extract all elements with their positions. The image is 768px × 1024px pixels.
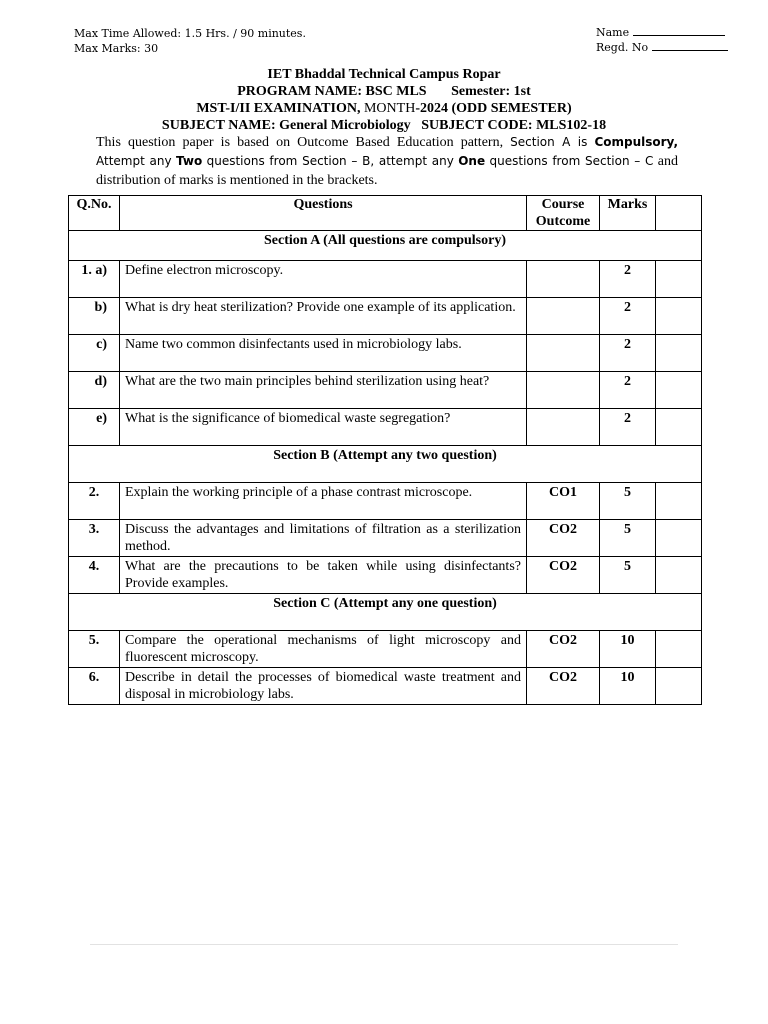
name-blank xyxy=(633,25,725,36)
instr-text: Section A is xyxy=(510,135,588,149)
student-fields xyxy=(596,25,728,55)
instr-text: questions from Section – C xyxy=(489,154,654,168)
section-b-title: Section B (Attempt any two question) xyxy=(69,446,702,483)
marks: 2 xyxy=(600,298,656,335)
empty-cell xyxy=(656,520,702,557)
marks: 2 xyxy=(600,409,656,446)
exam-session: -2024 (ODD SEMESTER) xyxy=(415,101,572,116)
exam-name: MST-I/II EXAMINATION, xyxy=(196,101,361,116)
section-row xyxy=(69,594,702,631)
course-outcome xyxy=(527,261,600,298)
instr-emphasis: One xyxy=(458,154,486,168)
marks: 10 xyxy=(600,668,656,705)
subject-name: SUBJECT NAME: General Microbiology xyxy=(161,118,411,133)
marks: 5 xyxy=(600,483,656,520)
max-time: Max Time Allowed: 1.5 Hrs. / 90 minutes. xyxy=(74,27,306,40)
question-table xyxy=(68,195,702,705)
empty-cell xyxy=(656,372,702,409)
section-row xyxy=(69,446,702,483)
course-outcome: CO2 xyxy=(527,631,600,668)
table-row xyxy=(69,631,702,668)
table-row xyxy=(69,557,702,594)
subject-code: SUBJECT CODE: MLS102-18 xyxy=(421,118,607,133)
qno: c) xyxy=(69,335,120,372)
qno: 3. xyxy=(69,520,120,557)
qno: 2. xyxy=(69,483,120,520)
question: What are the precautions to be taken while using disinfectants? Provide examples. xyxy=(120,557,527,594)
table-row xyxy=(69,298,702,335)
marks: 2 xyxy=(600,372,656,409)
course-outcome: CO1 xyxy=(527,483,600,520)
course-outcome xyxy=(527,372,600,409)
instr-text: questions from Section – B, attempt any xyxy=(206,154,454,168)
question: Describe in detail the processes of biomedical waste treatment and disposal in microbiology labs. xyxy=(120,668,527,705)
semester: Semester: 1st xyxy=(451,84,531,99)
empty-cell xyxy=(656,335,702,372)
course-outcome: CO2 xyxy=(527,557,600,594)
question: What is dry heat sterilization? Provide one example of its application. xyxy=(120,298,527,335)
empty-cell xyxy=(656,557,702,594)
table-row xyxy=(69,261,702,298)
qno: 6. xyxy=(69,668,120,705)
instr-emphasis: Compulsory, xyxy=(594,135,679,149)
footer-divider xyxy=(90,944,678,945)
marks: 2 xyxy=(600,335,656,372)
question: Define electron microscopy. xyxy=(120,261,527,298)
header-questions: Questions xyxy=(120,196,527,231)
paper-header xyxy=(68,66,700,134)
table-row xyxy=(69,335,702,372)
table-row xyxy=(69,409,702,446)
instr-emphasis: Two xyxy=(176,154,203,168)
empty-cell xyxy=(656,261,702,298)
marks: 10 xyxy=(600,631,656,668)
marks: 5 xyxy=(600,557,656,594)
instr-text: This question paper is based on Outcome Based Education pattern, xyxy=(96,135,504,150)
qno: 5. xyxy=(69,631,120,668)
question: What are the two main principles behind sterilization using heat? xyxy=(120,372,527,409)
course-outcome xyxy=(527,335,600,372)
instr-text: Attempt any xyxy=(96,154,172,168)
table-row xyxy=(69,483,702,520)
course-outcome xyxy=(527,298,600,335)
table-header-row xyxy=(69,196,702,231)
table-row xyxy=(69,520,702,557)
header-empty xyxy=(656,196,702,231)
qno: b) xyxy=(69,298,120,335)
name-field xyxy=(596,25,728,40)
question: What is the significance of biomedical waste segregation? xyxy=(120,409,527,446)
regd-blank xyxy=(652,40,728,51)
exam-line xyxy=(68,100,700,117)
question: Name two common disinfectants used in microbiology labs. xyxy=(120,335,527,372)
empty-cell xyxy=(656,631,702,668)
marks: 2 xyxy=(600,261,656,298)
empty-cell xyxy=(656,483,702,520)
course-outcome: CO2 xyxy=(527,668,600,705)
header-marks: Marks xyxy=(600,196,656,231)
exam-meta xyxy=(74,26,306,56)
section-a-title: Section A (All questions are compulsory) xyxy=(69,231,702,261)
program-name: PROGRAM NAME: BSC MLS xyxy=(237,84,427,99)
table-row xyxy=(69,372,702,409)
header-qno: Q.No. xyxy=(69,196,120,231)
instructions xyxy=(96,133,678,190)
qno: e) xyxy=(69,409,120,446)
max-marks: Max Marks: 30 xyxy=(74,42,159,55)
instr-text: and distribution of marks is mentioned in the brackets. xyxy=(96,154,679,188)
qno: 4. xyxy=(69,557,120,594)
regd-label: Regd. No xyxy=(596,41,649,54)
institute-name: IET Bhaddal Technical Campus Ropar xyxy=(267,67,501,82)
exam-month: MONTH xyxy=(363,101,416,116)
regd-field xyxy=(596,40,728,55)
empty-cell xyxy=(656,668,702,705)
table-row xyxy=(69,668,702,705)
empty-cell xyxy=(656,298,702,335)
question: Compare the operational mechanisms of light microscopy and fluorescent microscopy. xyxy=(120,631,527,668)
program-line xyxy=(68,83,700,100)
header-course-outcome: Course Outcome xyxy=(527,196,600,231)
section-row xyxy=(69,231,702,261)
qno: 1. a) xyxy=(69,261,120,298)
subject-line xyxy=(68,117,700,134)
course-outcome xyxy=(527,409,600,446)
course-outcome: CO2 xyxy=(527,520,600,557)
marks: 5 xyxy=(600,520,656,557)
question: Explain the working principle of a phase contrast microscope. xyxy=(120,483,527,520)
name-label: Name xyxy=(596,26,630,39)
qno: d) xyxy=(69,372,120,409)
empty-cell xyxy=(656,409,702,446)
question: Discuss the advantages and limitations of filtration as a sterilization method. xyxy=(120,520,527,557)
section-c-title: Section C (Attempt any one question) xyxy=(69,594,702,631)
